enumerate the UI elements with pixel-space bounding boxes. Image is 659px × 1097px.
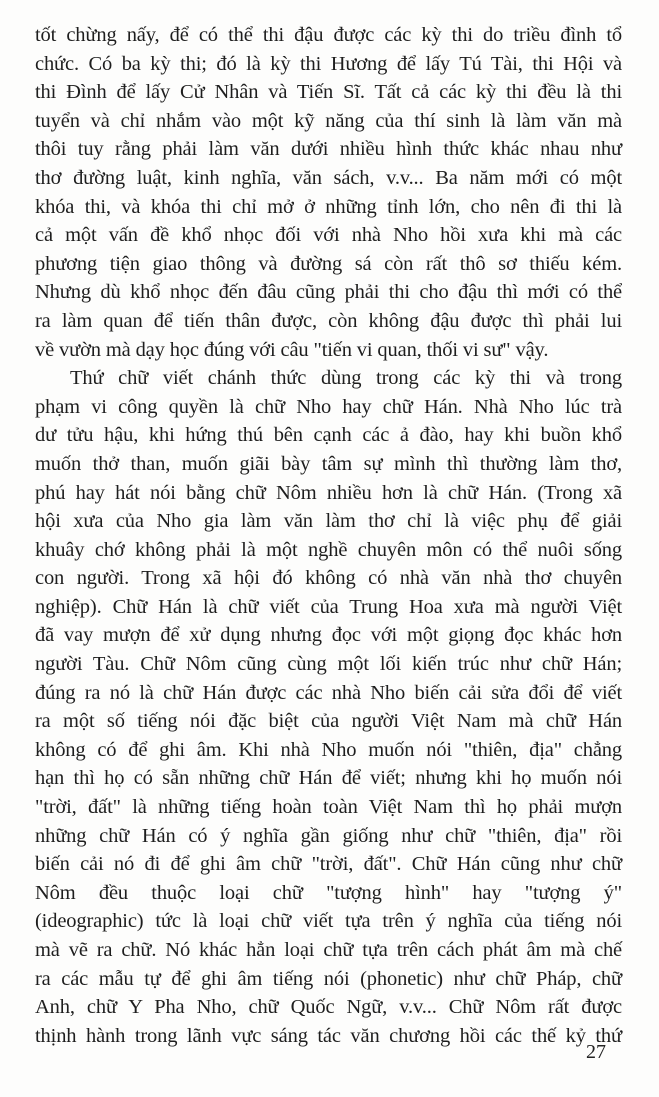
text-line: chức. Có ba kỳ thi; đó là kỳ thi Hương để lấy Tú Tài, thi Hội và	[35, 52, 622, 75]
text-line: thơ đường luật, kinh nghĩa, văn sách, v.v... Ba năm mới có một	[35, 166, 622, 189]
text-line: khóa thi, và khóa thi chỉ mở ở những tỉnh lớn, cho nên đi thi là	[35, 195, 622, 218]
text-line: Thứ chữ viết chánh thức dùng trong các kỳ thi và trong	[70, 367, 622, 390]
text-line: biến cải nó đi để ghi âm chữ "trời, đất". Chữ Hán cũng như chữ	[35, 853, 622, 876]
paragraph-1	[35, 21, 622, 364]
text-line: ra một số tiếng nói đặc biệt của người Việt Nam mà chữ Hán	[35, 710, 622, 733]
text-line: nghiệp). Chữ Hán là chữ viết của Trung Hoa xưa mà người Việt	[35, 595, 622, 618]
paragraph-2	[35, 364, 622, 1050]
text-line: thôi tuy rằng phải làm văn dưới nhiều hình thức khác nhau như	[35, 138, 622, 161]
text-line: đúng ra nó là chữ Hán được các nhà Nho biến cải sửa đổi để viết	[35, 681, 622, 704]
text-line: phạm vi công quyền là chữ Nho hay chữ Hán. Nhà Nho lúc trà	[35, 395, 622, 418]
text-line: Nôm đều thuộc loại chữ "tượng hình" hay "tượng ý"	[35, 881, 622, 904]
text-line: phương tiện giao thông và đường sá còn rất thô sơ thiếu kém.	[35, 252, 622, 275]
text-line: người Tàu. Chữ Nôm cũng cùng một lối kiến trúc như chữ Hán;	[35, 653, 622, 676]
page-body	[35, 21, 622, 1050]
text-line: tốt chừng nấy, để có thể thi đậu được các kỳ thi do triều đình tổ	[35, 24, 622, 46]
text-line: ra các mẫu tự để ghi âm tiếng nói (phonetic) như chữ Pháp, chữ	[35, 967, 622, 990]
text-line: "trời, đất" là những tiếng hoàn toàn Việt Nam thì họ phải mượn	[35, 796, 622, 819]
text-line: khuây chớ không phải là một nghề chuyên môn có thể nuôi sống	[35, 538, 622, 561]
text-line: hạn thì họ có sẵn những chữ Hán để viết; nhưng khi họ muốn nói	[35, 767, 622, 790]
text-line: cả một vấn đề khổ nhọc đối với nhà Nho hồi xưa khi mà các	[35, 224, 622, 247]
text-line: những chữ Hán có ý nghĩa gần giống như chữ "thiên, địa" rồi	[35, 824, 622, 847]
text-line: Nhưng dù khổ nhọc đến đâu cũng phải thi cho đậu thì mới có thể	[35, 281, 622, 304]
text-line: đã vay mượn để xử dụng nhưng đọc với một giọng đọc khác hơn	[35, 624, 622, 647]
text-line: hội xưa của Nho gia làm văn làm thơ chỉ là việc phụ để giải	[35, 510, 622, 533]
text-line: mà vẽ ra chữ. Nó khác hẳn loại chữ tựa trên cách phát âm mà chế	[35, 939, 622, 961]
text-line: Anh, chữ Y Pha Nho, chữ Quốc Ngữ, v.v... Chữ Nôm rất được	[35, 996, 622, 1019]
text-line: về vườn mà dạy học đúng với câu "tiến vi quan, thối vi sư" vậy.	[35, 338, 549, 361]
text-line: phú hay hát nói bằng chữ Nôm nhiều hơn là chữ Hán. (Trong xã	[35, 481, 622, 504]
text-line: muốn thở than, muốn giãi bày tâm sự mình thì thường làm thơ,	[35, 452, 622, 475]
text-line: thi Đình để lấy Cử Nhân và Tiến Sĩ. Tất cả các kỳ thi đều là thi	[35, 81, 622, 104]
text-line: con người. Trong xã hội đó không có nhà văn nhà thơ chuyên	[35, 567, 622, 590]
text-line: (ideographic) tức là loại chữ viết tựa trên ý nghĩa của tiếng nói	[35, 910, 622, 933]
text-line: thịnh hành trong lãnh vực sáng tác văn chương hồi các thế kỷ thứ	[35, 1024, 622, 1047]
text-line: tuyển và chỉ nhắm vào một kỹ năng của thí sinh là làm văn mà	[35, 109, 622, 132]
text-line: không có để ghi âm. Khi nhà Nho muốn nói "thiên, địa" chẳng	[35, 738, 622, 761]
text-line: ra làm quan để tiến thân được, còn không đậu được thì phải lui	[35, 309, 622, 332]
text-line: dư tửu hậu, khi hứng thú bên cạnh các ả đào, hay khi buồn khổ	[35, 424, 622, 447]
page-number: 27	[586, 1041, 606, 1063]
